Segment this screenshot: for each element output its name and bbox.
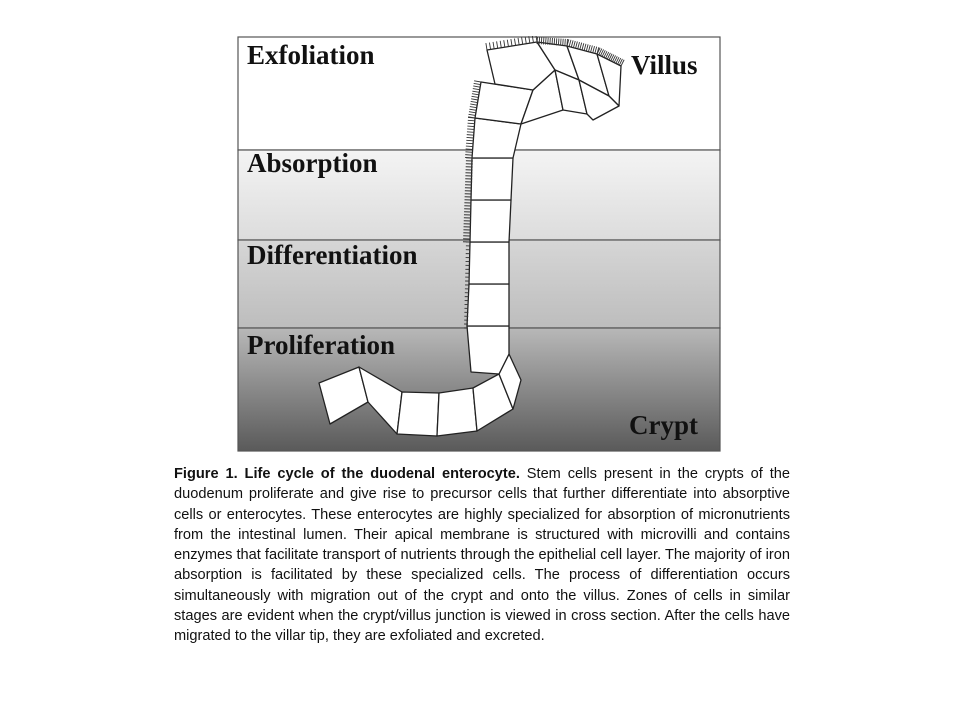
crypt-cell-7 <box>467 326 509 374</box>
crypt-label: Crypt <box>629 410 698 440</box>
crypt-cell-4 <box>437 388 477 436</box>
zone-label-differentiation: Differentiation <box>247 240 418 270</box>
absorption-cell-1 <box>470 200 511 242</box>
zone-label-exfoliation: Exfoliation <box>247 40 375 70</box>
caption-body: Stem cells present in the crypts of the duodenum proliferate and give rise to precursor cells that further differentiate into absorptive cells or enterocytes. These enterocytes are highly specialized for absorption of micronutrients from the intestinal lumen. Their apical membrane is structured with microvilli and contains enzymes that facilitate transport of nutrients through the epithelial cell layer. The majority of iron absorption is facilitated by these specialized cells. The process of differentiation occurs simultaneously with migration out of the crypt and onto the villus. Zones of cells in similar stages are evident when the crypt/villus junction is viewed in cross section. After the cells have migrated to the villar tip, they are exfoliated and excreted. <box>174 466 790 645</box>
enterocyte-life-cycle-diagram <box>237 36 721 452</box>
zone-label-absorption: Absorption <box>247 148 378 178</box>
differentiation-cell-1 <box>467 284 509 326</box>
caption-title: Figure 1. Life cycle of the duodenal enterocyte. <box>174 466 520 482</box>
figure-caption <box>174 464 790 679</box>
crypt-cell-3 <box>397 392 439 436</box>
differentiation-cell-2 <box>469 242 509 284</box>
absorption-cell-3 <box>472 118 521 158</box>
absorption-cell-2 <box>471 158 513 200</box>
villus-label: Villus <box>631 50 698 80</box>
zone-label-proliferation: Proliferation <box>247 330 395 360</box>
